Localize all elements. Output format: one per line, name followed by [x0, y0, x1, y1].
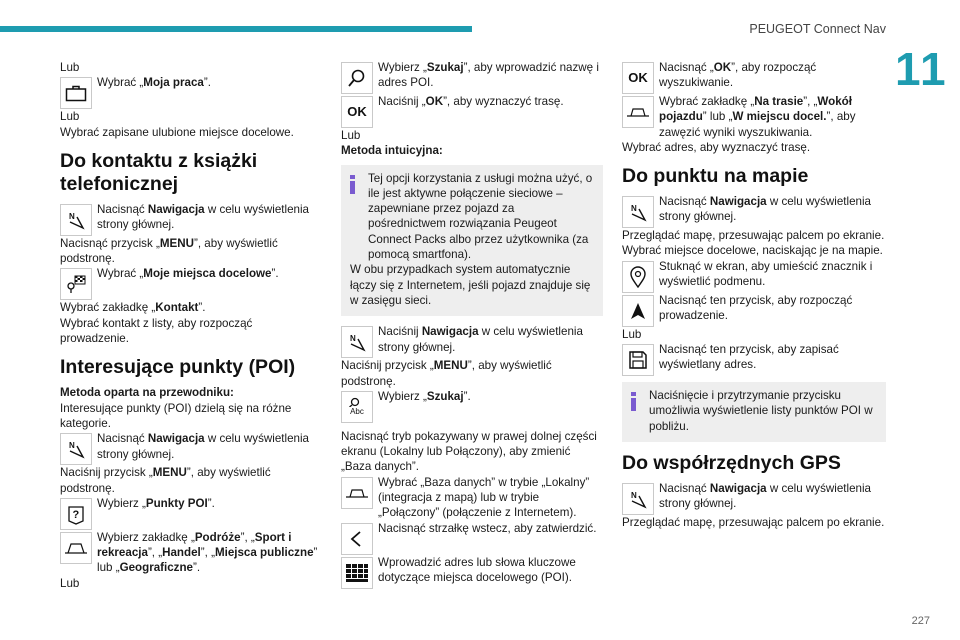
- keyboard-icon: [341, 557, 373, 589]
- map-pin-icon: [622, 261, 654, 293]
- info-note: Naciśnięcie i przytrzymanie przycisku umożliwia wyświetlenie listy punktów POI w pobliżu.: [622, 382, 886, 442]
- navigation-icon: [622, 483, 654, 515]
- svg-text:N: N: [631, 490, 637, 500]
- search-icon: [341, 62, 373, 94]
- section-heading-gps: Do współrzędnych GPS: [622, 451, 841, 474]
- poi-question-icon: [60, 498, 92, 530]
- section-heading-poi: Interesujące punkty (POI): [60, 356, 296, 379]
- step-work: Wybrać „Moja praca”.: [60, 75, 322, 109]
- briefcase-icon: [60, 77, 92, 109]
- destination-flag-icon: [60, 268, 92, 300]
- page-number: 227: [911, 615, 930, 627]
- ok-button-icon: OK: [341, 96, 373, 128]
- header-accent-bar: [0, 26, 472, 32]
- tab-icon: [341, 477, 373, 509]
- navigation-icon: [60, 204, 92, 236]
- section-heading-map-point: Do punktu na mapie: [622, 165, 809, 188]
- column-1: Lub Wybrać „Moja praca”. Lub Wybrać zapisane ulubione miejsce docelowe. Do kontaktu z książki telefonicznej N Nacisnąć Nawigacja w celu wyświetlenia strony głównej. Nacisnąć przycisk „MENU”, aby wyświetlić podstronę. Wybrać „Moje miejsca docelowe”. Wybrać zakładkę „Kontakt”. Wybrać kontakt z listy, aby rozpocząć prowadzenie. Interesujące punkty (POI) Metoda oparta na przewodniku: Interesujące punkty (POI) dzielą się na różne kategorie. N Nacisnąć Nawigacja w celu wyświetlenia strony głównej. Naciśnij przycisk „MENU”, aby wyświetlić podstronę. ? Wybierz „Punkty POI”. Wybierz zakładkę „Podróże”, „Sport i rekreacja”, „Handel”, „Miejsca publiczne” lub „Geograficzne”. Lub: [60, 60, 322, 591]
- svg-text:?: ?: [72, 508, 80, 521]
- svg-text:N: N: [631, 204, 637, 214]
- svg-text:N: N: [69, 441, 75, 451]
- search-abc-icon: Abc: [341, 391, 373, 423]
- ok-button-icon: OK: [622, 62, 654, 94]
- svg-text:N: N: [350, 334, 356, 344]
- tabs-icon: [60, 532, 92, 564]
- start-guidance-icon: [622, 295, 654, 327]
- tab-icon: [622, 96, 654, 128]
- navigation-icon: [60, 433, 92, 465]
- navigation-icon: [341, 326, 373, 358]
- navigation-icon: [622, 196, 654, 228]
- info-icon: [350, 175, 355, 193]
- chapter-number: 11: [895, 43, 948, 95]
- info-note: Tej opcji korzystania z usługi można użyć, o ile jest aktywne połączenie sieciowe – zapewniane przez pojazd za pośrednictwem rozwiązania Peugeot Connect Packs albo przez użytkownika (za pomocą smartfona). W obu przypadkach system automatycznie łączy się z Internetem, jeśli pojazd znajduje się w zasięgu sieci.: [341, 165, 603, 317]
- section-heading-contacts: Do kontaktu z książki telefonicznej: [60, 149, 258, 195]
- back-arrow-icon: [341, 523, 373, 555]
- column-3: OK Nacisnąć „OK”, aby rozpocząć wyszukiwanie. Wybrać zakładkę „Na trasie”, „Wokół pojazdu” lub „W miejscu docel.”, aby zawęzić wyniki wyszukiwania. Wybrać adres, aby wyznaczyć trasę. Do punktu na mapie N Nacisnąć Nawigacja w celu wyświetlenia strony głównej. Przeglądać mapę, przesuwając palcem po ekranie. Wybrać miejsce docelowe, naciskając je na mapie. Stuknąć w ekran, aby umieścić znacznik i wyświetlić podmenu. Nacisnąć ten przycisk, aby rozpocząć prowadzenie. Lub Nacisnąć ten przycisk, aby zapisać wyświetlany adres. Naciśnięcie i przytrzymanie przycisku umożliwia wyświetlenie listy punktów POI w pobliżu. Do współrzędnych GPS N Nacisnąć Nawigacja w celu wyświetlenia strony głównej. Przeglądać mapę, przesuwając palcem po ekranie.: [622, 61, 885, 529]
- info-icon: [631, 392, 636, 410]
- running-header: PEUGEOT Connect Nav: [749, 22, 886, 36]
- svg-text:N: N: [69, 211, 75, 221]
- column-2: Wybierz „Szukaj”, aby wprowadzić nazwę i adres POI. OK Naciśnij „OK”, aby wyznaczyć trasę. Lub Metoda intuicyjna: Tej opcji korzystania z usługi można użyć, o ile jest aktywne połączenie sieciowe – zapewniane przez pojazd za pośrednictwem rozwiązania Peugeot Connect Packs albo przez użytkownika (za pomocą smartfona). W obu przypadkach system automatycznie łączy się z Internetem, jeśli pojazd znajduje się w zasięgu sieci. N Naciśnij Nawigacja w celu wyświetlenia strony głównej. Naciśnij przycisk „MENU”, aby wyświetlić podstronę. Abc Wybierz „Szukaj”. Nacisnąć tryb pokazywany w prawej dolnej części ekranu (Lokalny lub Połączony), aby zmienić „Baza danych”. Wybrać „Baza danych” w trybie „Lokalny” (integracja z mapą) lub w trybie „Połączony” (połączenie z Internetem). Nacisnąć strzałkę wstecz, aby zatwierdzić. Wprowadzić adres lub słowa kluczowe dotyczące miejsca docelowego (POI).: [341, 60, 603, 589]
- save-icon: [622, 344, 654, 376]
